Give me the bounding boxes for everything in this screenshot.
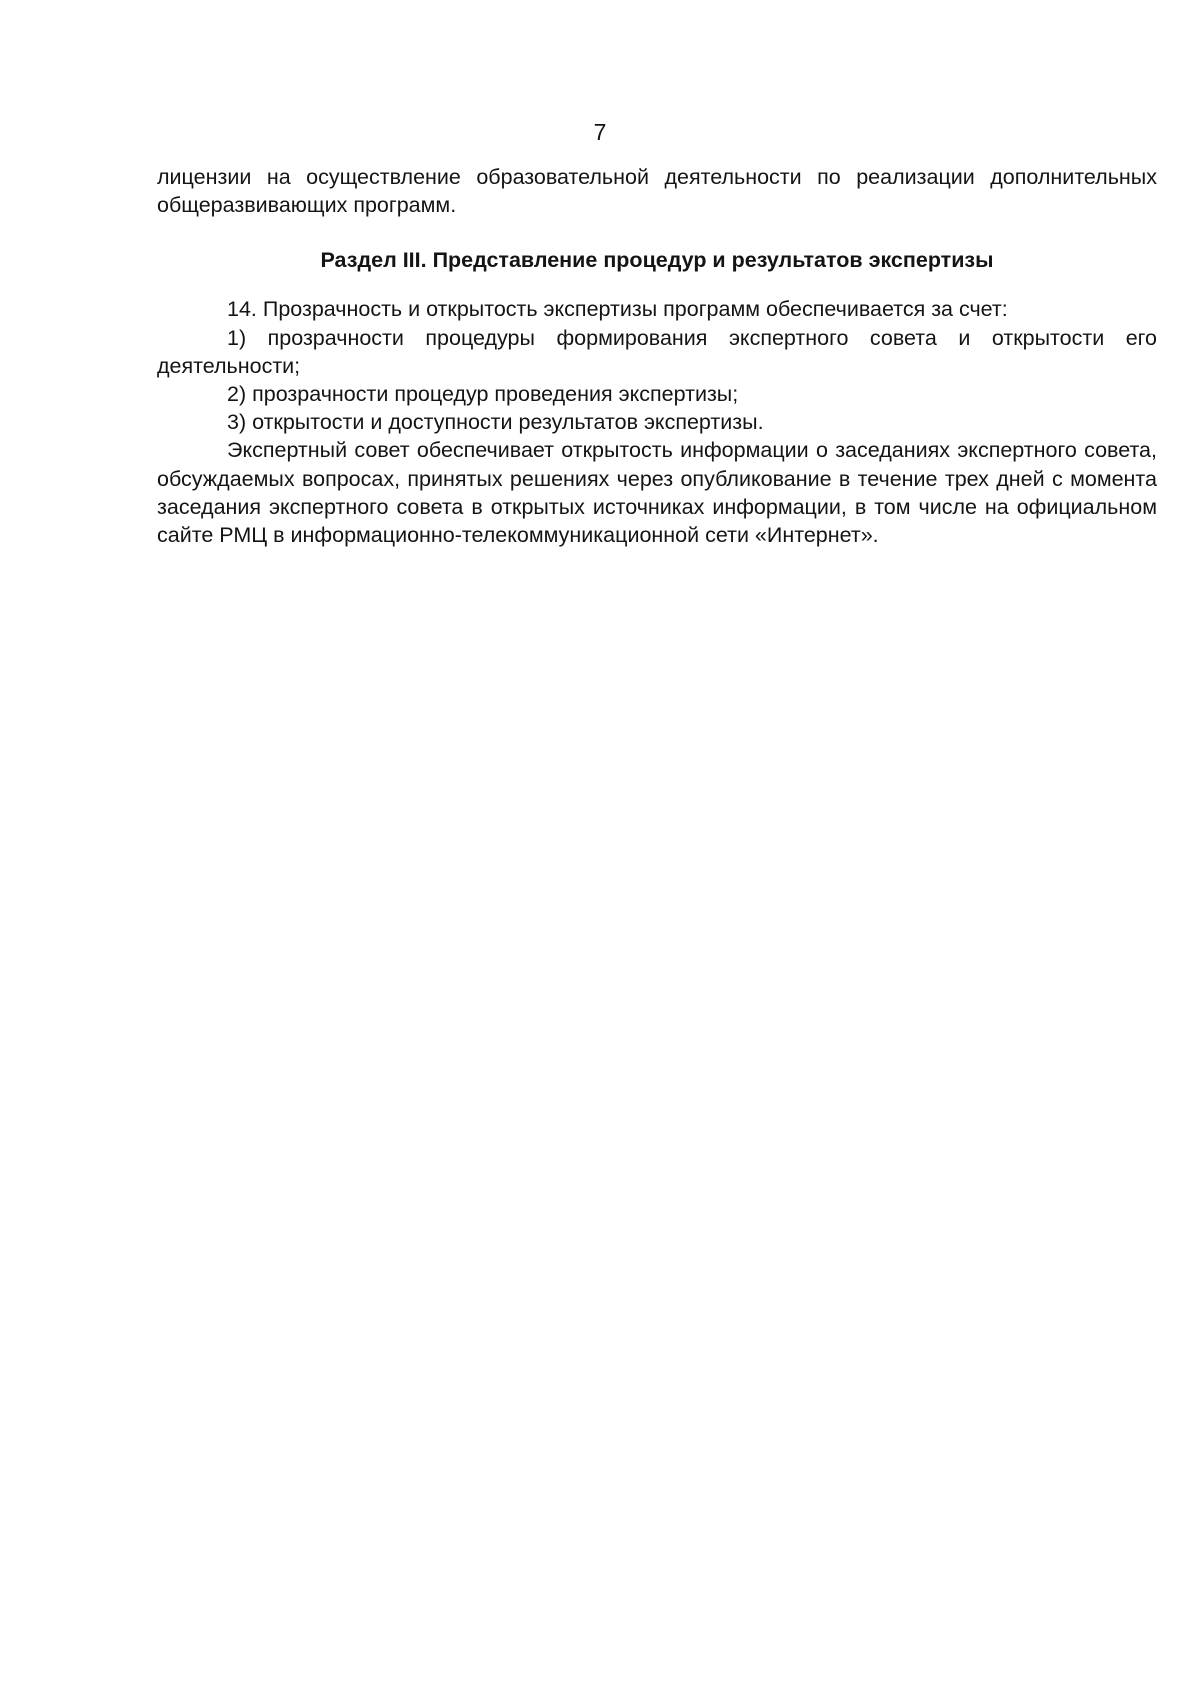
section-heading: Раздел III. Представление процедур и результатов экспертизы — [320, 248, 994, 273]
continuation-paragraph: лицензии на осуществление образовательной деятельности по реализации дополнительных общеразвивающих программ. — [157, 165, 1157, 218]
subitem-1-paragraph: 1) прозрачности процедуры формирования экспертного совета и открытости его деятельности; — [157, 325, 1157, 378]
subitem-2-paragraph: 2) прозрачности процедур проведения экспертизы; — [227, 382, 739, 407]
item-14-paragraph: 14. Прозрачность и открытость экспертизы программ обеспечивается за счет: — [227, 297, 1008, 322]
subitem-3-paragraph: 3) открытости и доступности результатов экспертизы. — [227, 410, 764, 435]
document-body — [157, 163, 1157, 549]
closing-paragraph: Экспертный совет обеспечивает открытость информации о заседаниях экспертного совета, обсуждаемых вопросах, принятых решениях через опубликование в течение трех дней с момента заседания экспертного совета в открытых источниках информации, в том числе на официальном сайте РМЦ в информационно-телекоммуникационной сети «Интернет». — [157, 438, 1157, 548]
page-number: 7 — [593, 119, 607, 145]
